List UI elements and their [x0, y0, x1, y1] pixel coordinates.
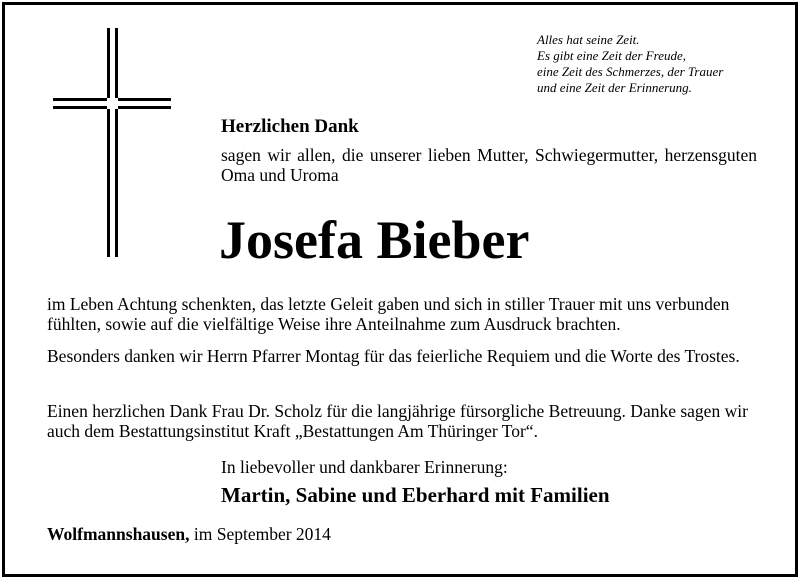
- paragraph-pastor: Besonders danken wir Herrn Pfarrer Montag für das feierliche Requiem und die Worte des Trostes.: [47, 346, 740, 366]
- greeting-title: Herzlichen Dank: [221, 116, 359, 137]
- paragraph-doctor: Einen herzlichen Dank Frau Dr. Scholz für die langjährige fürsorgliche Betreuung. Danke sagen wir auch dem Bestattungsinstitut Kraft „Bestattungen Am Thüringer Tor“.: [47, 401, 748, 441]
- date: im September 2014: [193, 524, 331, 544]
- quote-block: [537, 32, 723, 96]
- closing-line: In liebevoller und dankbarer Erinnerung:: [221, 457, 508, 477]
- quote-line: Es gibt eine Zeit der Freude,: [537, 48, 686, 63]
- place: Wolfmannshausen,: [47, 524, 190, 544]
- quote-line: eine Zeit des Schmerzes, der Trauer: [537, 64, 724, 79]
- family-signature: Martin, Sabine und Eberhard mit Familien: [221, 483, 610, 507]
- deceased-name: Josefa Bieber: [219, 210, 530, 270]
- quote-line: und eine Zeit der Erinnerung.: [537, 80, 692, 95]
- place-date: [47, 524, 331, 545]
- quote-line: Alles hat seine Zeit.: [537, 32, 640, 47]
- greeting-text: sagen wir allen, die unserer lieben Mutter, Schwiegermutter, herzensguten Oma und Uroma: [221, 145, 757, 185]
- paragraph-thanks: im Leben Achtung schenkten, das letzte Geleit gaben und sich in stiller Trauer mit uns verbunden fühlten, sowie auf die vielfältige Weise ihre Anteilnahme zum Ausdruck brachten.: [47, 294, 730, 334]
